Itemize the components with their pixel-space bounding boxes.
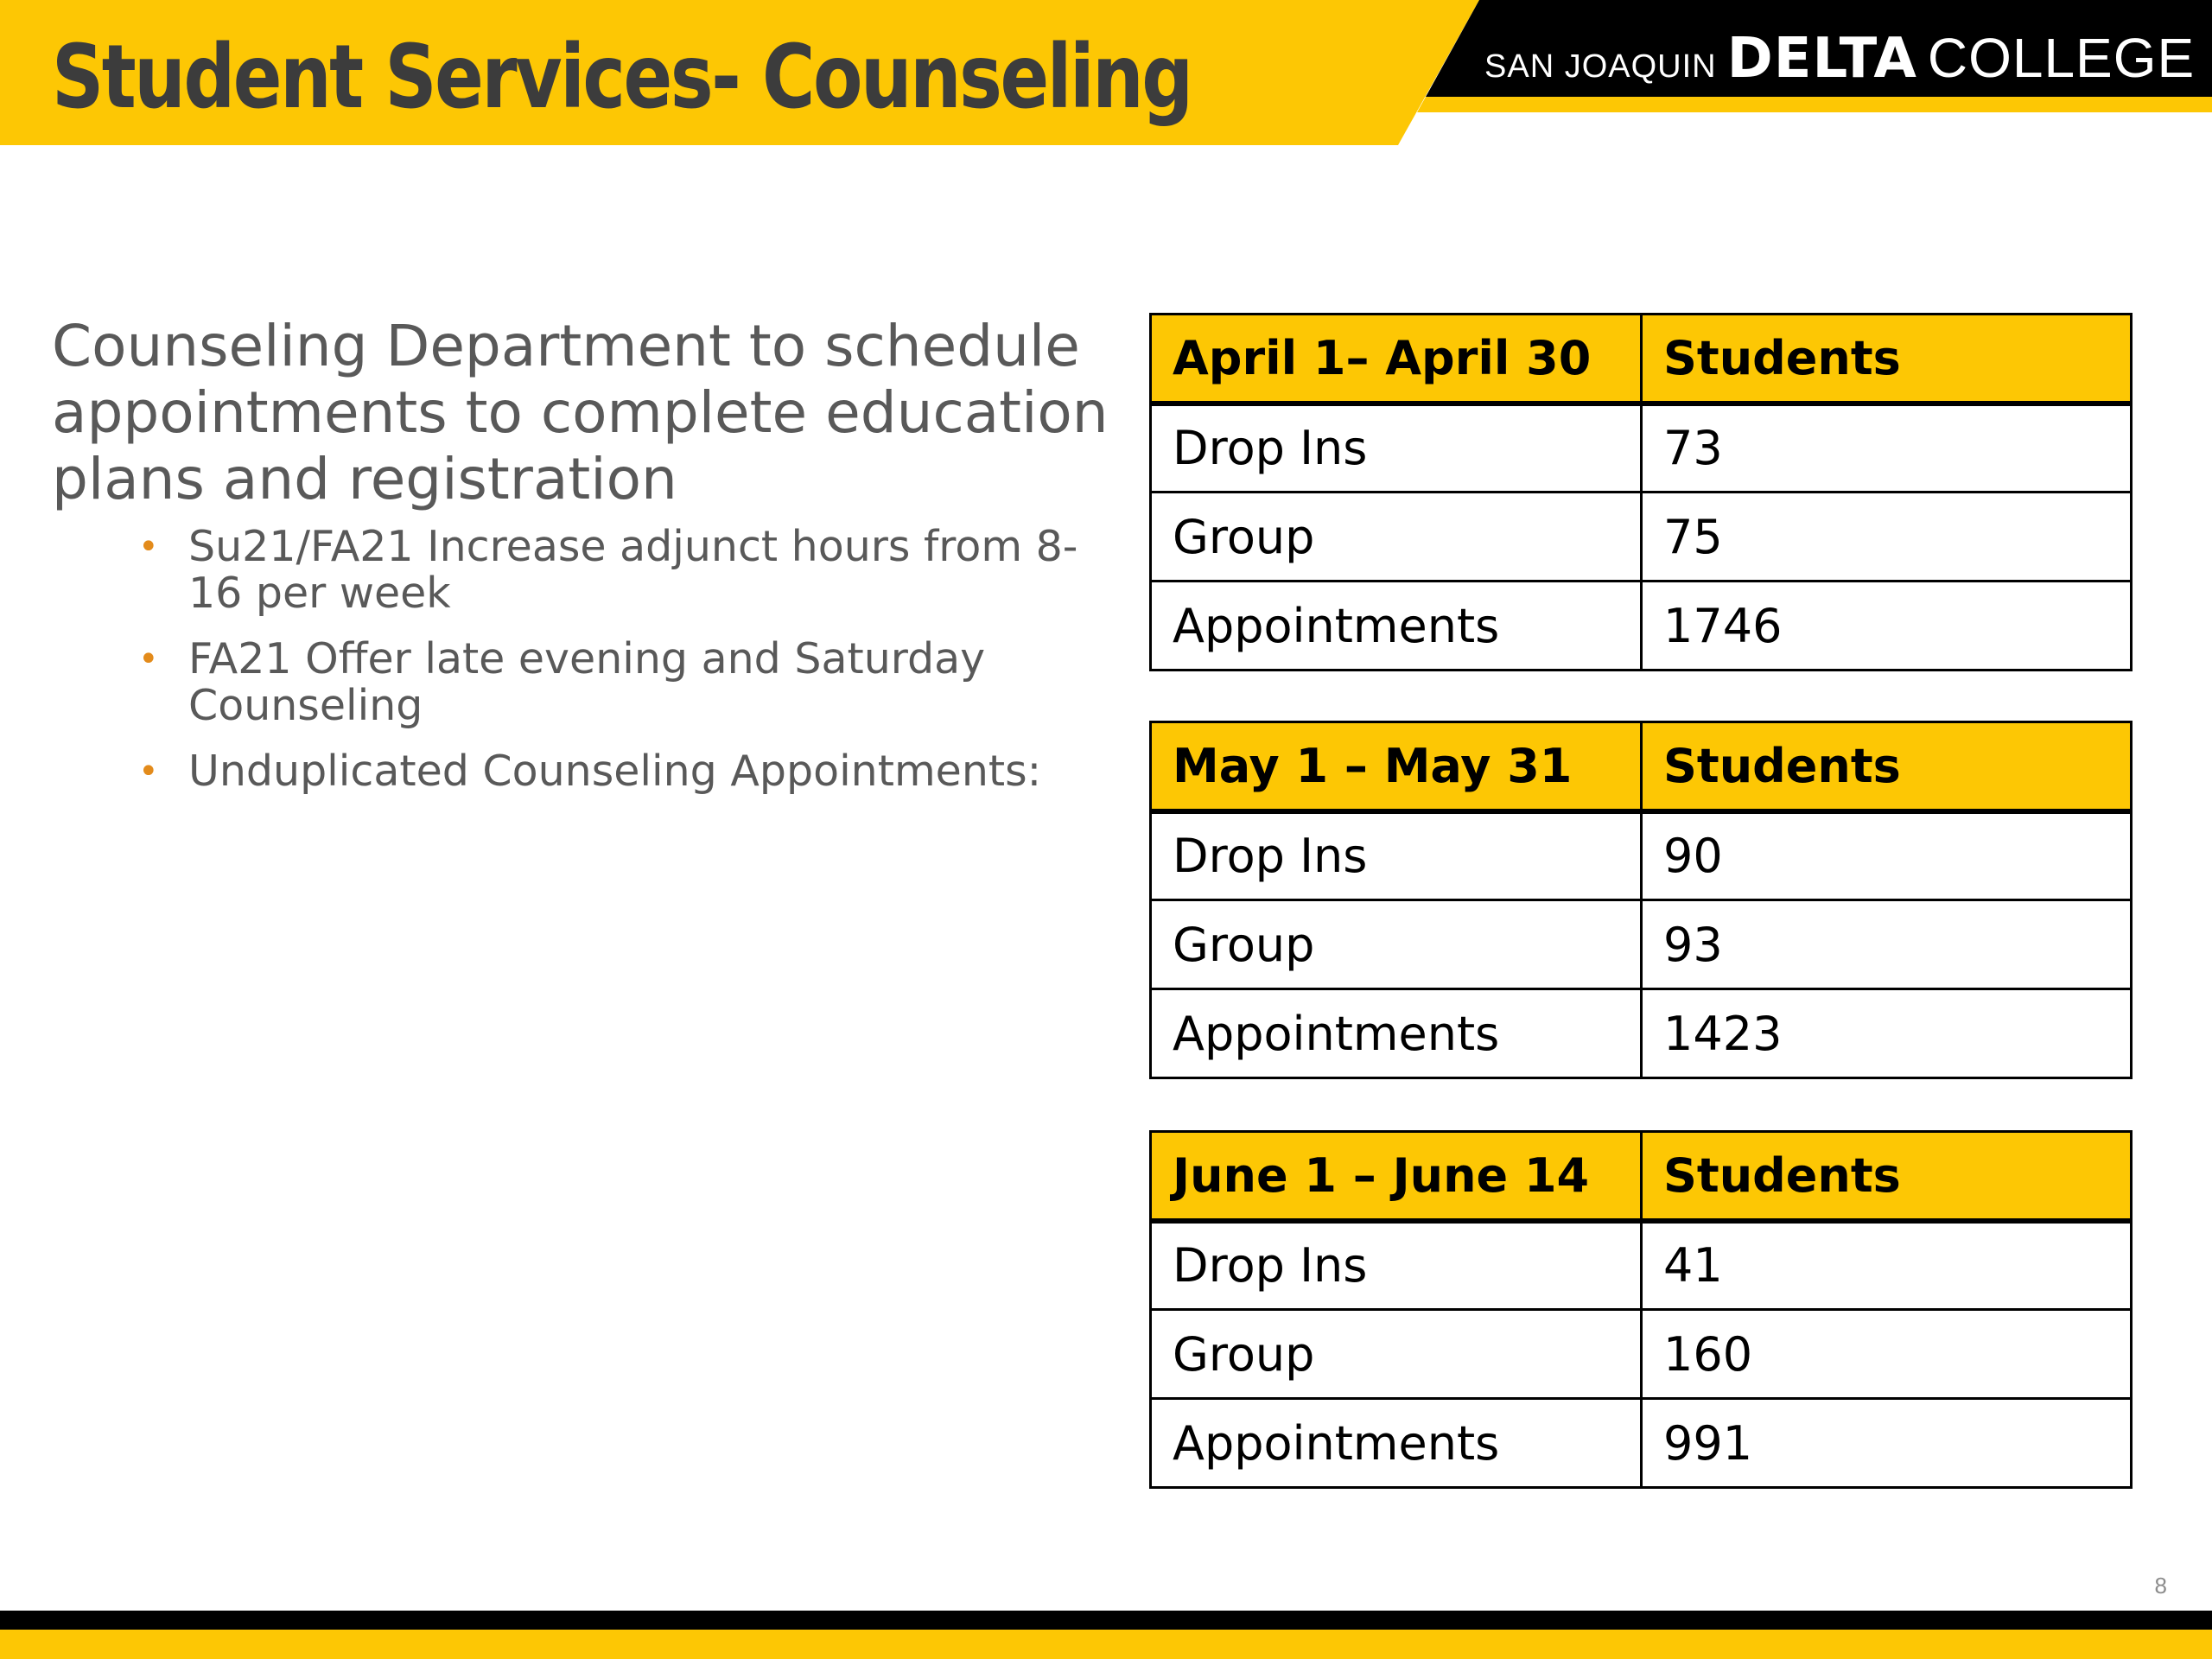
bullet-text: FA21 Offer late evening and Saturday Counseling	[188, 634, 986, 730]
table-row	[1151, 811, 2132, 900]
logo-delta: DELTA	[1726, 27, 1917, 91]
row-label: Group	[1151, 493, 1642, 582]
page-number: 8	[2154, 1573, 2167, 1599]
row-value: 93	[1642, 900, 2132, 989]
row-label: Drop Ins	[1151, 1221, 1642, 1310]
college-logo	[1484, 26, 2195, 91]
footer-yellow-bar	[0, 1630, 2212, 1659]
slide-title: Student Services- Counseling	[52, 26, 1192, 129]
bullet-dot-icon: •	[138, 527, 159, 567]
table-row	[1151, 404, 2132, 493]
table-row	[1151, 900, 2132, 989]
period-header: April 1– April 30	[1151, 315, 1642, 404]
table-row	[1151, 989, 2132, 1078]
bullet-dot-icon: •	[138, 639, 159, 679]
june-stats-table	[1149, 1130, 2133, 1489]
row-label: Group	[1151, 1310, 1642, 1399]
bullet-list	[138, 524, 1106, 814]
row-label: Appointments	[1151, 1399, 1642, 1488]
row-value: 73	[1642, 404, 2132, 493]
row-value: 1423	[1642, 989, 2132, 1078]
footer-black-bar	[0, 1611, 2212, 1630]
april-stats-table	[1149, 313, 2133, 671]
row-label: Group	[1151, 900, 1642, 989]
bullet-text: Unduplicated Counseling Appointments:	[188, 747, 1042, 796]
row-value: 75	[1642, 493, 2132, 582]
lead-paragraph: Counseling Department to schedule appointments to complete education plans and registration	[52, 313, 1109, 512]
period-header: June 1 – June 14	[1151, 1132, 1642, 1221]
header-yellow-stripe	[1417, 97, 2212, 112]
row-value: 1746	[1642, 582, 2132, 671]
header-band	[0, 0, 2212, 147]
logo-college: COLLEGE	[1927, 27, 2196, 89]
table-header-row	[1151, 315, 2132, 404]
bullet-text: Su21/FA21 Increase adjunct hours from 8-16 per week	[188, 522, 1078, 618]
table-row	[1151, 1310, 2132, 1399]
bullet-dot-icon: •	[138, 752, 159, 791]
table-row	[1151, 1221, 2132, 1310]
row-value: 90	[1642, 811, 2132, 900]
row-label: Appointments	[1151, 582, 1642, 671]
students-header: Students	[1642, 722, 2132, 811]
row-value: 160	[1642, 1310, 2132, 1399]
row-label: Appointments	[1151, 989, 1642, 1078]
may-stats-table	[1149, 721, 2133, 1079]
students-header: Students	[1642, 315, 2132, 404]
table-row	[1151, 493, 2132, 582]
row-value: 41	[1642, 1221, 2132, 1310]
row-value: 991	[1642, 1399, 2132, 1488]
period-header: May 1 – May 31	[1151, 722, 1642, 811]
table-header-row	[1151, 722, 2132, 811]
table-header-row	[1151, 1132, 2132, 1221]
students-header: Students	[1642, 1132, 2132, 1221]
row-label: Drop Ins	[1151, 404, 1642, 493]
bullet-item	[138, 748, 1106, 795]
logo-san-joaquin: SAN JOAQUIN	[1484, 48, 1717, 85]
row-label: Drop Ins	[1151, 811, 1642, 900]
table-row	[1151, 1399, 2132, 1488]
table-row	[1151, 582, 2132, 671]
bullet-item	[138, 636, 1106, 729]
bullet-item	[138, 524, 1106, 617]
